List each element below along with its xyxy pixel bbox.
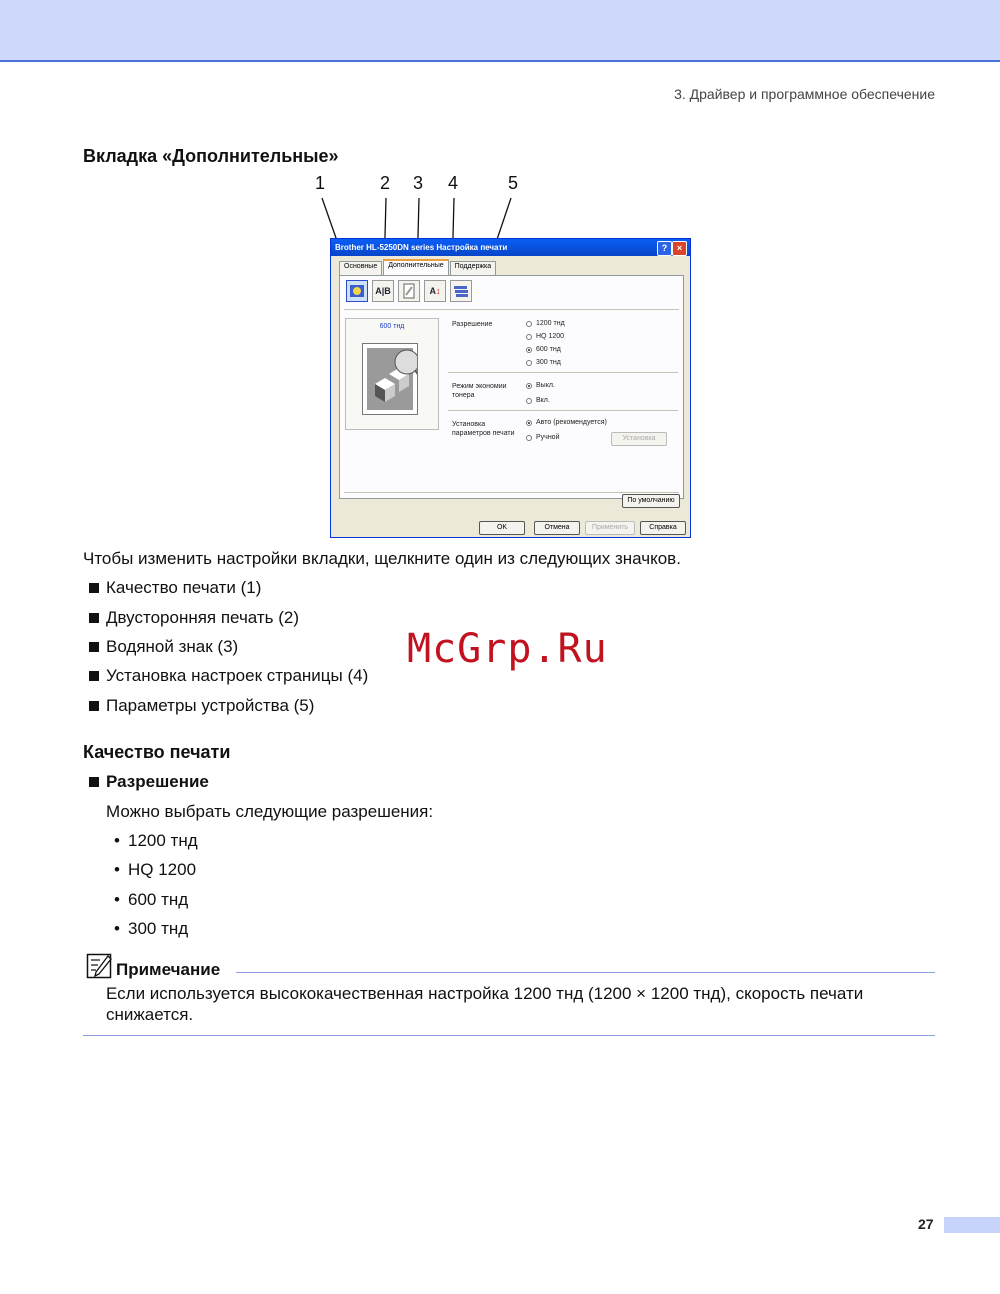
bullet-square-icon	[89, 777, 99, 787]
bullet-square-icon	[89, 613, 99, 623]
list-item	[89, 637, 238, 657]
page-number-bar	[944, 1217, 1000, 1233]
default-button[interactable]: По умолчанию	[622, 494, 680, 508]
list-item-text: Водяной знак (3)	[106, 637, 239, 656]
dialog-tabs	[339, 261, 497, 275]
bullet-dot-icon: •	[114, 860, 120, 879]
section-title: Вкладка «Дополнительные»	[83, 146, 339, 166]
tab-basic[interactable]: Основные	[339, 261, 382, 275]
advanced-panel	[339, 275, 684, 504]
list-item-text: Качество печати (1)	[106, 578, 262, 597]
watermark-icon[interactable]	[398, 280, 420, 302]
radio-button[interactable]	[526, 360, 532, 366]
tab-advanced[interactable]: Дополнительные	[383, 259, 448, 276]
bullet-dot-icon: •	[114, 919, 120, 938]
subtitle-text: Разрешение	[106, 772, 209, 791]
option-label: Авто (рекомендуется)	[536, 419, 607, 426]
list-item-text: Двусторонняя печать (2)	[106, 608, 300, 627]
resolution-text: 600 тнд	[128, 890, 189, 909]
resolution-item	[114, 831, 198, 851]
resolution-subtitle	[89, 772, 209, 792]
bullet-square-icon	[89, 671, 99, 681]
preview-image	[362, 343, 418, 415]
resolution-option-hq1200[interactable]	[526, 333, 564, 340]
page-number: 27	[918, 1216, 934, 1232]
radio-button[interactable]	[526, 321, 532, 327]
option-label: Выкл.	[536, 382, 555, 389]
quality-section-title: Качество печати	[83, 742, 231, 762]
bullet-dot-icon: •	[114, 890, 120, 909]
bullet-square-icon	[89, 583, 99, 593]
note-icon	[86, 953, 112, 979]
apply-button[interactable]: Применить	[585, 521, 635, 535]
option-label: 600 тнд	[536, 346, 561, 353]
radio-button[interactable]	[526, 334, 532, 340]
watermark-text: McGrp.Ru	[407, 626, 608, 672]
help-button[interactable]: Справка	[640, 521, 686, 535]
callout-5: 5	[508, 173, 519, 193]
list-item	[89, 696, 314, 716]
preview-label: 600 тнд	[379, 323, 405, 330]
resolution-item	[114, 890, 188, 910]
resolution-text: HQ 1200	[128, 860, 197, 879]
ok-button[interactable]: OK	[479, 521, 525, 535]
dialog-title: Brother HL-5250DN series Настройка печати	[335, 243, 508, 252]
radio-button[interactable]	[526, 398, 532, 404]
radio-button-selected[interactable]	[526, 420, 532, 426]
cancel-button[interactable]: Отмена	[534, 521, 580, 535]
print-setting-auto[interactable]	[526, 419, 607, 426]
top-band	[0, 0, 1000, 62]
callout-3: 3	[413, 173, 424, 193]
print-setting-manual[interactable]	[526, 434, 560, 441]
page-setting-icon[interactable]: A ↕	[424, 280, 446, 302]
option-label: 300 тнд	[536, 359, 561, 366]
resolution-option-600[interactable]	[526, 346, 561, 353]
duplex-icon[interactable]: A|B	[372, 280, 394, 302]
list-item	[89, 578, 261, 598]
radio-button[interactable]	[526, 435, 532, 441]
resolution-item	[114, 860, 196, 880]
tab-support[interactable]: Поддержка	[450, 261, 497, 275]
toner-option-off[interactable]	[526, 382, 555, 389]
callout-4: 4	[448, 173, 459, 193]
radio-button-selected[interactable]	[526, 347, 532, 353]
feature-icon-row	[346, 280, 472, 302]
list-item-text: Параметры устройства (5)	[106, 696, 315, 715]
toner-save-label: Режим экономии тонера	[452, 383, 507, 399]
list-item	[89, 666, 368, 686]
divider	[344, 309, 679, 310]
resolution-text: 300 тнд	[128, 919, 189, 938]
callout-2: 2	[380, 173, 391, 193]
running-head: 3. Драйвер и программное обеспечение	[674, 86, 935, 102]
divider	[344, 492, 679, 493]
option-label: 1200 тнд	[536, 320, 565, 327]
bullet-dot-icon: •	[114, 831, 120, 850]
intro-text: Чтобы изменить настройки вкладки, щелкните один из следующих значков.	[83, 549, 681, 568]
option-label: Вкл.	[536, 397, 550, 404]
divider	[448, 410, 678, 411]
bullet-square-icon	[89, 642, 99, 652]
list-item	[89, 608, 299, 628]
dialog-title-bar	[331, 239, 690, 256]
help-icon[interactable]: ?	[657, 241, 672, 256]
note-title: Примечание	[116, 960, 221, 979]
device-options-icon[interactable]	[450, 280, 472, 302]
resolution-option-300[interactable]	[526, 359, 561, 366]
print-quality-icon[interactable]	[346, 280, 368, 302]
option-label: HQ 1200	[536, 333, 565, 340]
note-top-rule	[236, 972, 935, 973]
print-setting-label: Установка параметров печати	[452, 421, 515, 437]
resolution-text: 1200 тнд	[128, 831, 198, 850]
radio-button-selected[interactable]	[526, 383, 532, 389]
close-icon[interactable]: ×	[672, 241, 687, 256]
callout-1: 1	[315, 173, 326, 193]
resolution-item	[114, 919, 188, 939]
note-bottom-rule	[83, 1035, 935, 1036]
list-item-text: Установка настроек страницы (4)	[106, 666, 369, 685]
note-text-line2: снижается.	[106, 1005, 194, 1024]
resolution-description: Можно выбрать следующие разрешения:	[106, 802, 434, 821]
option-label: Ручной	[536, 434, 560, 441]
divider	[448, 372, 678, 373]
resolution-option-1200[interactable]	[526, 320, 565, 327]
print-settings-dialog	[330, 238, 691, 538]
note-text-line1: Если используется высококачественная настройка 1200 тнд (1200 × 1200 тнд), скорость печати	[106, 984, 864, 1003]
setting-button[interactable]: Установка	[611, 432, 667, 446]
preview-box	[345, 318, 439, 430]
toner-option-on[interactable]	[526, 397, 550, 404]
bullet-square-icon	[89, 701, 99, 711]
resolution-label: Разрешение	[452, 321, 493, 328]
